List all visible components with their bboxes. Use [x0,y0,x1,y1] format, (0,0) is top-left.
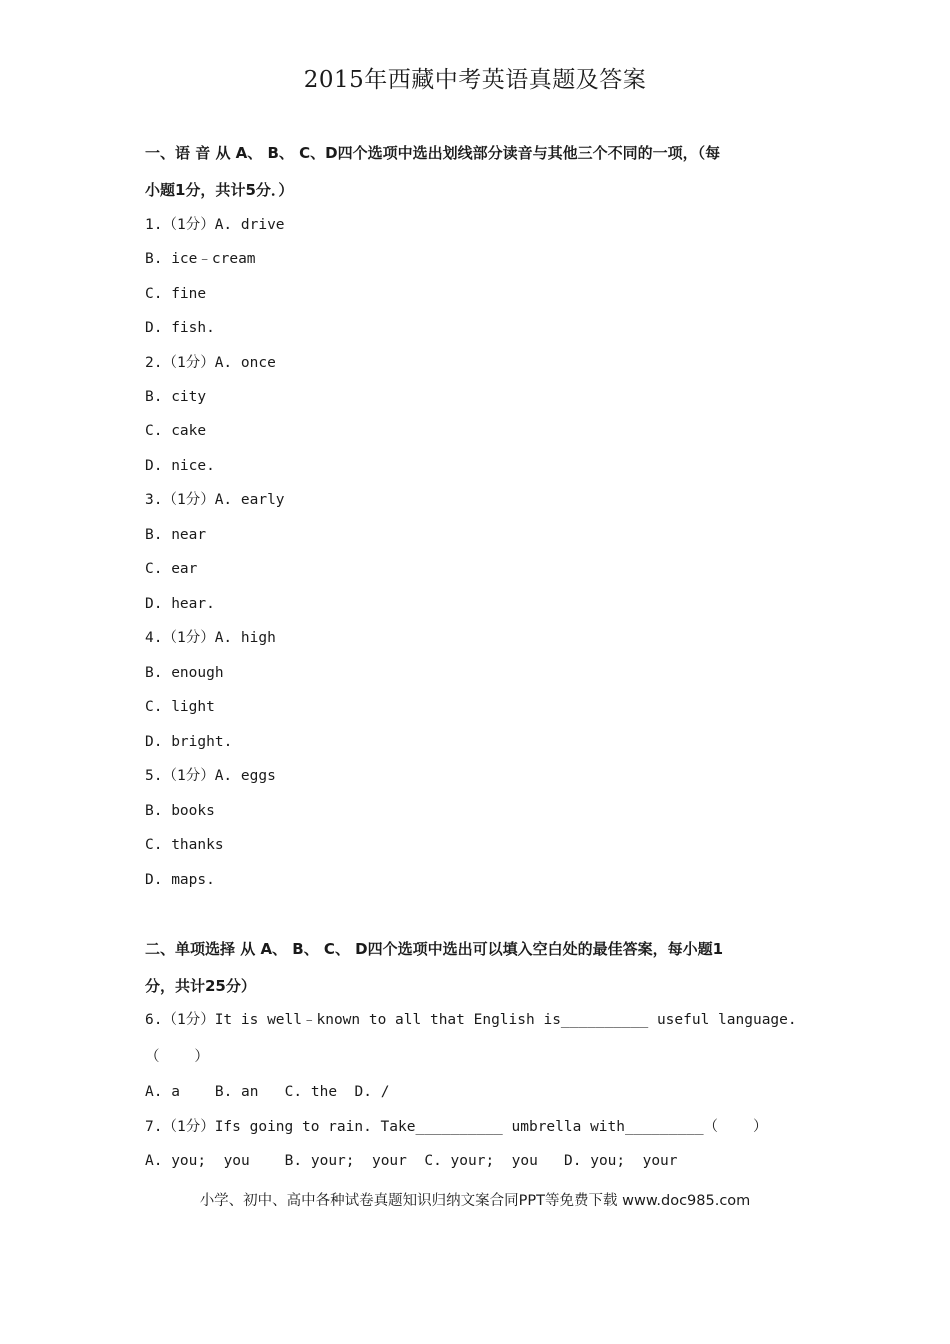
question-line: 5.（1分）A. eggs [145,768,276,784]
question-line: 6.（1分）It is well﹣known to all that English is__________ useful language. [145,1012,797,1028]
option-line: A. a B. an C. the D. / [145,1084,390,1100]
document-title: 2015年西藏中考英语真题及答案 [303,67,647,93]
page-footer: 小学、初中、高中各种试卷真题知识归纳文案合同PPT等免费下载 www.doc985.com [199,1193,751,1209]
option-line: C. cake [145,423,207,439]
section-1-heading: 一、语 音 从 A、 B、 C、D四个选项中选出划线部分读音与其他三个不同的一项，（每 [145,144,721,162]
option-line: D. fish. [145,320,215,336]
option-line: C. light [145,699,215,715]
option-line: C. ear [145,561,198,577]
question-line: 3.（1分）A. early [145,492,285,508]
answer-bracket: （ ） [145,1049,209,1065]
section-2-heading: 二、单项选择 从 A、 B、 C、 D四个选项中选出可以填入空白处的最佳答案，每小题1 [145,940,724,958]
option-line: D. hear. [145,596,215,612]
option-line: D. maps. [145,872,215,888]
option-line: A. you; you B. your; your C. your; you D. you; your [145,1153,678,1169]
option-line: B. enough [145,665,224,681]
option-line: C. fine [145,286,207,302]
question-line: 7.（1分）Ifs going to rain. Take__________ umbrella with_________（ ） [145,1119,768,1135]
option-line: B. ice﹣cream [145,251,256,267]
section-1-heading-cont: 小题1分，共计5分．） [145,181,294,199]
option-line: D. bright. [145,734,233,750]
option-line: B. near [145,527,207,543]
option-line: D. nice. [145,458,215,474]
option-line: C. thanks [145,837,224,853]
question-line: 2.（1分）A. once [145,355,276,371]
question-line: 4.（1分）A. high [145,630,276,646]
section-2-heading-cont: 分，共计25分） [145,977,256,995]
option-line: B. city [145,389,207,405]
option-line: B. books [145,803,215,819]
question-line: 1.（1分）A. drive [145,217,285,233]
